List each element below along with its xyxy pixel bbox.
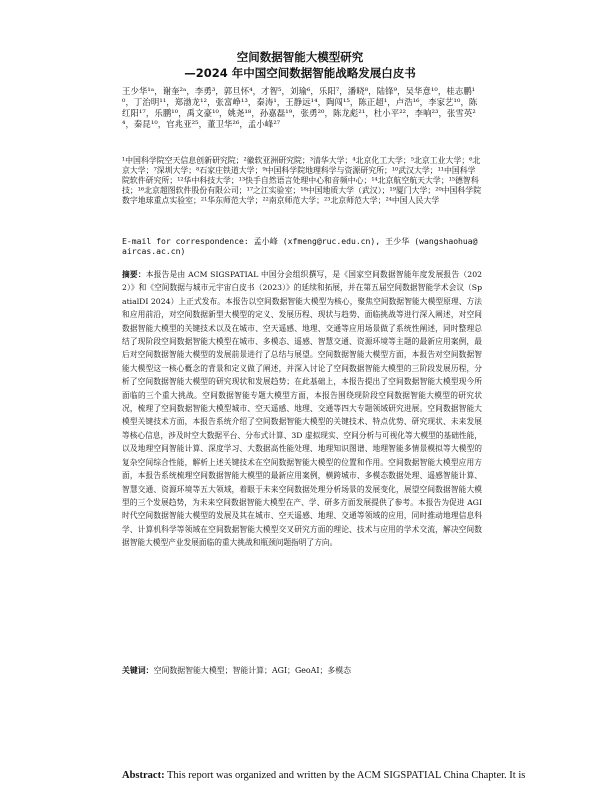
paper-title: 空间数据智能大模型研究 <box>236 50 364 64</box>
english-abstract-label: Abstract: <box>122 770 165 781</box>
abstract-body: 本报告是由 ACM SIGSPATIAL 中国分会组织撰写，是《国家空间数据智能年度发展报告（2022）》和《空间数据与城市元宇宙白皮书（2023）》的延续和拓展，并在第五届空间数据智能学术会议（SpatialDI 2024）上正式发布。本报告以空间数据智能大模型为核心，聚焦空间数据智能大模型原理、方法和应用前沿，对空间数据新型大模型的定义、发展历程、现状与趋势、面临挑战等进行深入阐述，对空间数据智能大模型的关键技术以及在城市、空天遥感、地理、交通等应用场景做了系统性阐述，同时整理总结了现阶段空间数据智能大模型在城市、多模态、遥感、智慧交通、资源环境等主题的最新应用案例，最后对空间数据智能大模型的发展前景进行了总结与展望。空间数据智能大模型方面，本报告对空间数据智能大模型这一核心概念的背景和定义做了阐述，并深入讨论了空间数据智能大模型的三阶段发展历程，分析了空间数据智能大模型的研究现状和发展趋势；在此基础上，本报告提出了空间数据智能大模型现今所面临的三个重大挑战。空间数据智能专题大模型方面，本报告围绕现阶段空间数据智能大模型的研究状况，梳理了空间数据智能大模型城市、空天遥感、地理、交通等四大专题领域研究进展。空间数据智能大模型关键技术方面，本报告系统介绍了空间数据智能大模型的关键技术、特点优势、研究现状、未来发展等核心信息，涉及时空大数据平台、分布式计算、3D 虚拟现实、空间分析与可视化等大模型的基础性能，以及地理空间智能计算、深度学习、大数据高性能处理、地理知识图谱、地理智能多情景模拟等大模型的复杂空间综合性能，解析上述关键技术在空间数据智能大模型的位置和作用。空间数据智能大模型应用方面，本报告系统梳理空间数据智能大模型的最新应用案例，横跨城市、多模态数据处理、遥感智能计算、智慧交通、资源环境等五大领域，着眼于未来空间数据处理分析场景的发展变化，展望空间数据智能大模型的三个发展趋势，为未来空间数据智能大模型在产、学、研多方面发展提供了参考。本报告为促进 AGI 时代空间数据智能大模型的发展及其在城市、空天遥感、地理、交通等领域的应用，同时推动地理信息科学、计算机科学等领域在空间数据智能大模型交叉研究方面的理论、技术与应用的学术交流，解决空间数据智能大模型产业发展面临的重大挑战和瓶颈问题指明了方向。 <box>122 270 482 548</box>
abstract-label: 摘要： <box>122 270 146 279</box>
chinese-abstract <box>122 268 482 550</box>
keywords <box>122 665 482 677</box>
paper-subtitle: —2024 年中国空间数据智能战略发展白皮书 <box>184 66 416 80</box>
correspondence-email: E-mail for correspondence: 孟小峰 (xfmeng@ruc.edu.cn), 王少华 (wangshaohua@aircas.ac.cn) <box>122 236 478 256</box>
keywords-body: 空间数据智能大模型；智能计算；AGI；GeoAI；多模态 <box>153 666 352 675</box>
keywords-label: 关键词： <box>122 666 154 675</box>
english-abstract-body: This report was organized and written by the ACM SIGSPATIAL China Chapter. It is <box>164 770 526 781</box>
author-list: 王少华¹ᵃ，谢奎²ᵃ，李勇³，郭旦怀⁴，才智⁵，刘瑜⁶，乐阳⁷，潘晓⁸，陆锋⁹，吴华意¹⁰，桂志鹏¹⁰，丁治明¹¹，郑渤龙¹²，张富峥¹³，秦涛¹，王静远¹⁴，陶闯¹⁵，陈正超¹，卢浩¹⁶，李家艺¹⁰，陈红阳¹⁷，乐鹏¹⁰，禹文豪¹⁰，姚尧¹⁸，孙嘉磊¹⁹，张勇²⁰，陈龙彪²¹，杜小平²²，李响²³，张雪英²⁴，秦昆¹⁰，官兆亚²⁵，董卫华²⁶，孟小峰²⁷ <box>122 86 478 130</box>
english-abstract <box>122 769 526 782</box>
affiliation-list: ¹中国科学院空天信息创新研究院；²徽软亚洲研究院；³清华大学；⁴北京化工大学；⁵北京工业大学；⁶北京大学；⁷深圳大学；⁸石家庄铁道大学；⁹中国科学院地理科学与资源研究所；¹⁰武汉大学；¹¹中国科学院软件研究所；¹²华中科技大学；¹³快手自然语言处理中心和音频中心；¹⁴北京航空航天大学；¹⁵德智科技；¹⁶北京超图软件股份有限公司；¹⁷之江实验室；¹⁸中国地质大学（武汉）；¹⁹厦门大学；²⁰中国科学院数字地球重点实验室；²¹华东师范大学；²²南京师范大学；²³北京师范大学；²⁴中国人民大学 <box>122 156 482 205</box>
